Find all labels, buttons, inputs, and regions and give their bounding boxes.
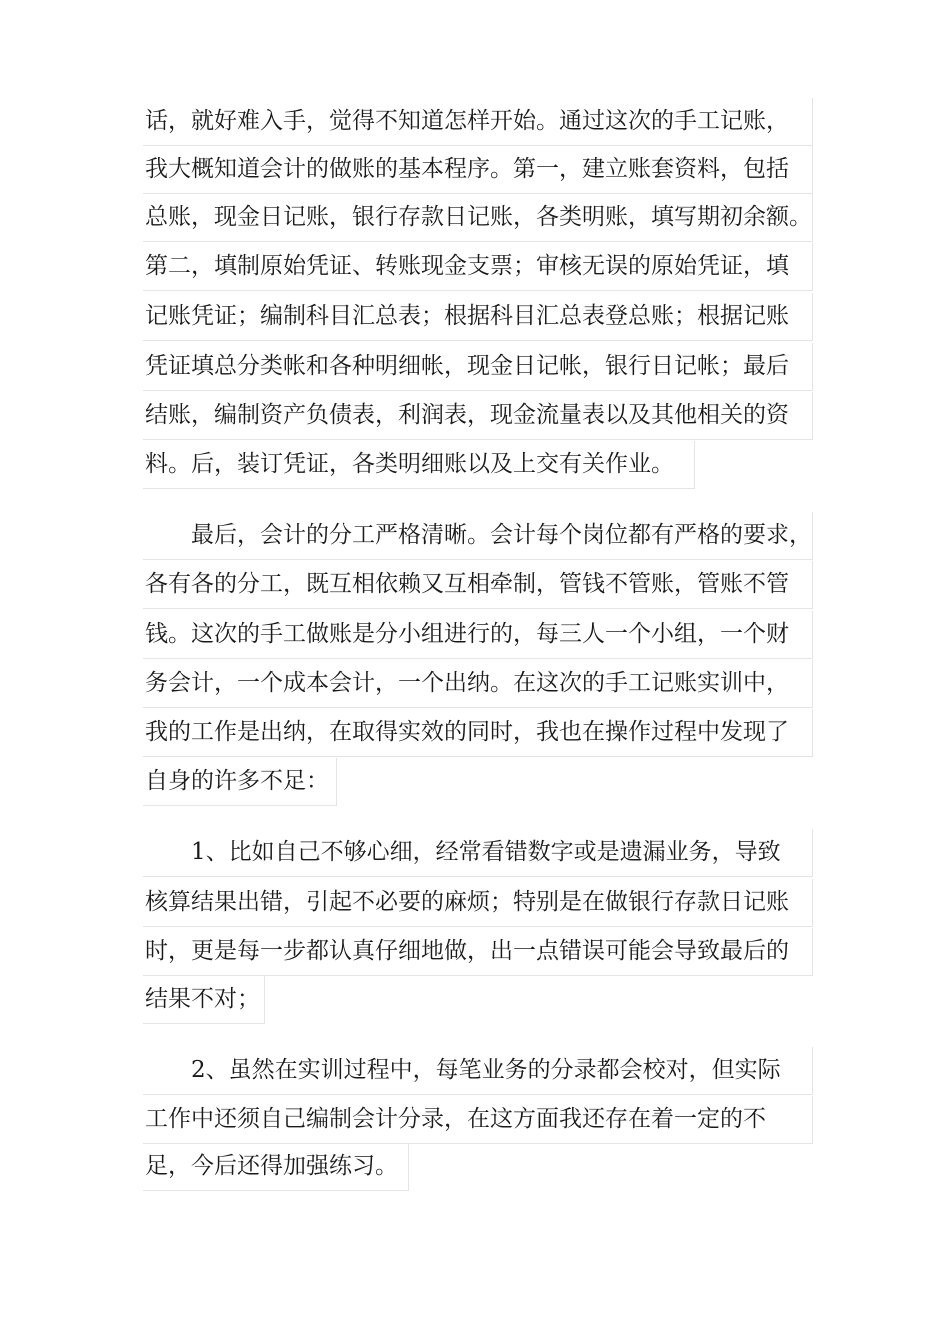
- paragraph-2-line-3: 钱。这次的手工做账是分小组进行的，每三人一个小组，一个财: [143, 611, 813, 659]
- paragraph-4-line-2: 工作中还须自己编制会计分录，在这方面我还存在着一定的不: [143, 1096, 813, 1144]
- paragraph-2-line-1: 最后，会计的分工严格清晰。会计每个岗位都有严格的要求，: [143, 512, 813, 560]
- paragraph-2-line-4: 务会计，一个成本会计，一个出纳。在这次的手工记账实训中，: [143, 660, 813, 708]
- paragraph-1-line-3: 总账，现金日记账，银行存款日记账，各类明账，填写期初余额。: [143, 194, 813, 242]
- paragraph-4-line-1: 2、虽然在实训过程中，每笔业务的分录都会校对，但实际: [143, 1047, 813, 1095]
- paragraph-4-line-3: 足，今后还得加强练习。: [143, 1143, 409, 1191]
- paragraph-1-line-4: 第二，填制原始凭证、转账现金支票；审核无误的原始凭证，填: [143, 243, 813, 291]
- paragraph-3-line-4: 结果不对；: [143, 976, 265, 1024]
- paragraph-1-line-2: 我大概知道会计的做账的基本程序。第一，建立账套资料，包括: [143, 146, 813, 194]
- paragraph-2-line-2: 各有各的分工，既互相依赖又互相牵制，管钱不管账，管账不管: [143, 561, 813, 609]
- paragraph-1-line-5: 记账凭证；编制科目汇总表；根据科目汇总表登总账；根据记账: [143, 293, 813, 341]
- paragraph-2-line-5: 我的工作是出纳，在取得实效的同时，我也在操作过程中发现了: [143, 709, 813, 757]
- paragraph-1-line-6: 凭证填总分类帐和各种明细帐，现金日记帐，银行日记帐；最后: [143, 343, 813, 391]
- paragraph-1-line-7: 结账，编制资产负债表，利润表，现金流量表以及其他相关的资: [143, 392, 813, 440]
- paragraph-3-line-2: 核算结果出错，引起不必要的麻烦；特别是在做银行存款日记账: [143, 879, 813, 927]
- paragraph-3-line-1: 1、比如自己不够心细，经常看错数字或是遗漏业务，导致: [143, 829, 813, 877]
- paragraph-3-line-3: 时，更是每一步都认真仔细地做，出一点错误可能会导致最后的: [143, 928, 813, 976]
- paragraph-2-line-6: 自身的许多不足：: [143, 758, 337, 806]
- paragraph-1-line-8: 料。后，装订凭证，各类明细账以及上交有关作业。: [143, 441, 695, 489]
- paragraph-1-line-1: 话，就好难入手，觉得不知道怎样开始。通过这次的手工记账，: [143, 98, 813, 146]
